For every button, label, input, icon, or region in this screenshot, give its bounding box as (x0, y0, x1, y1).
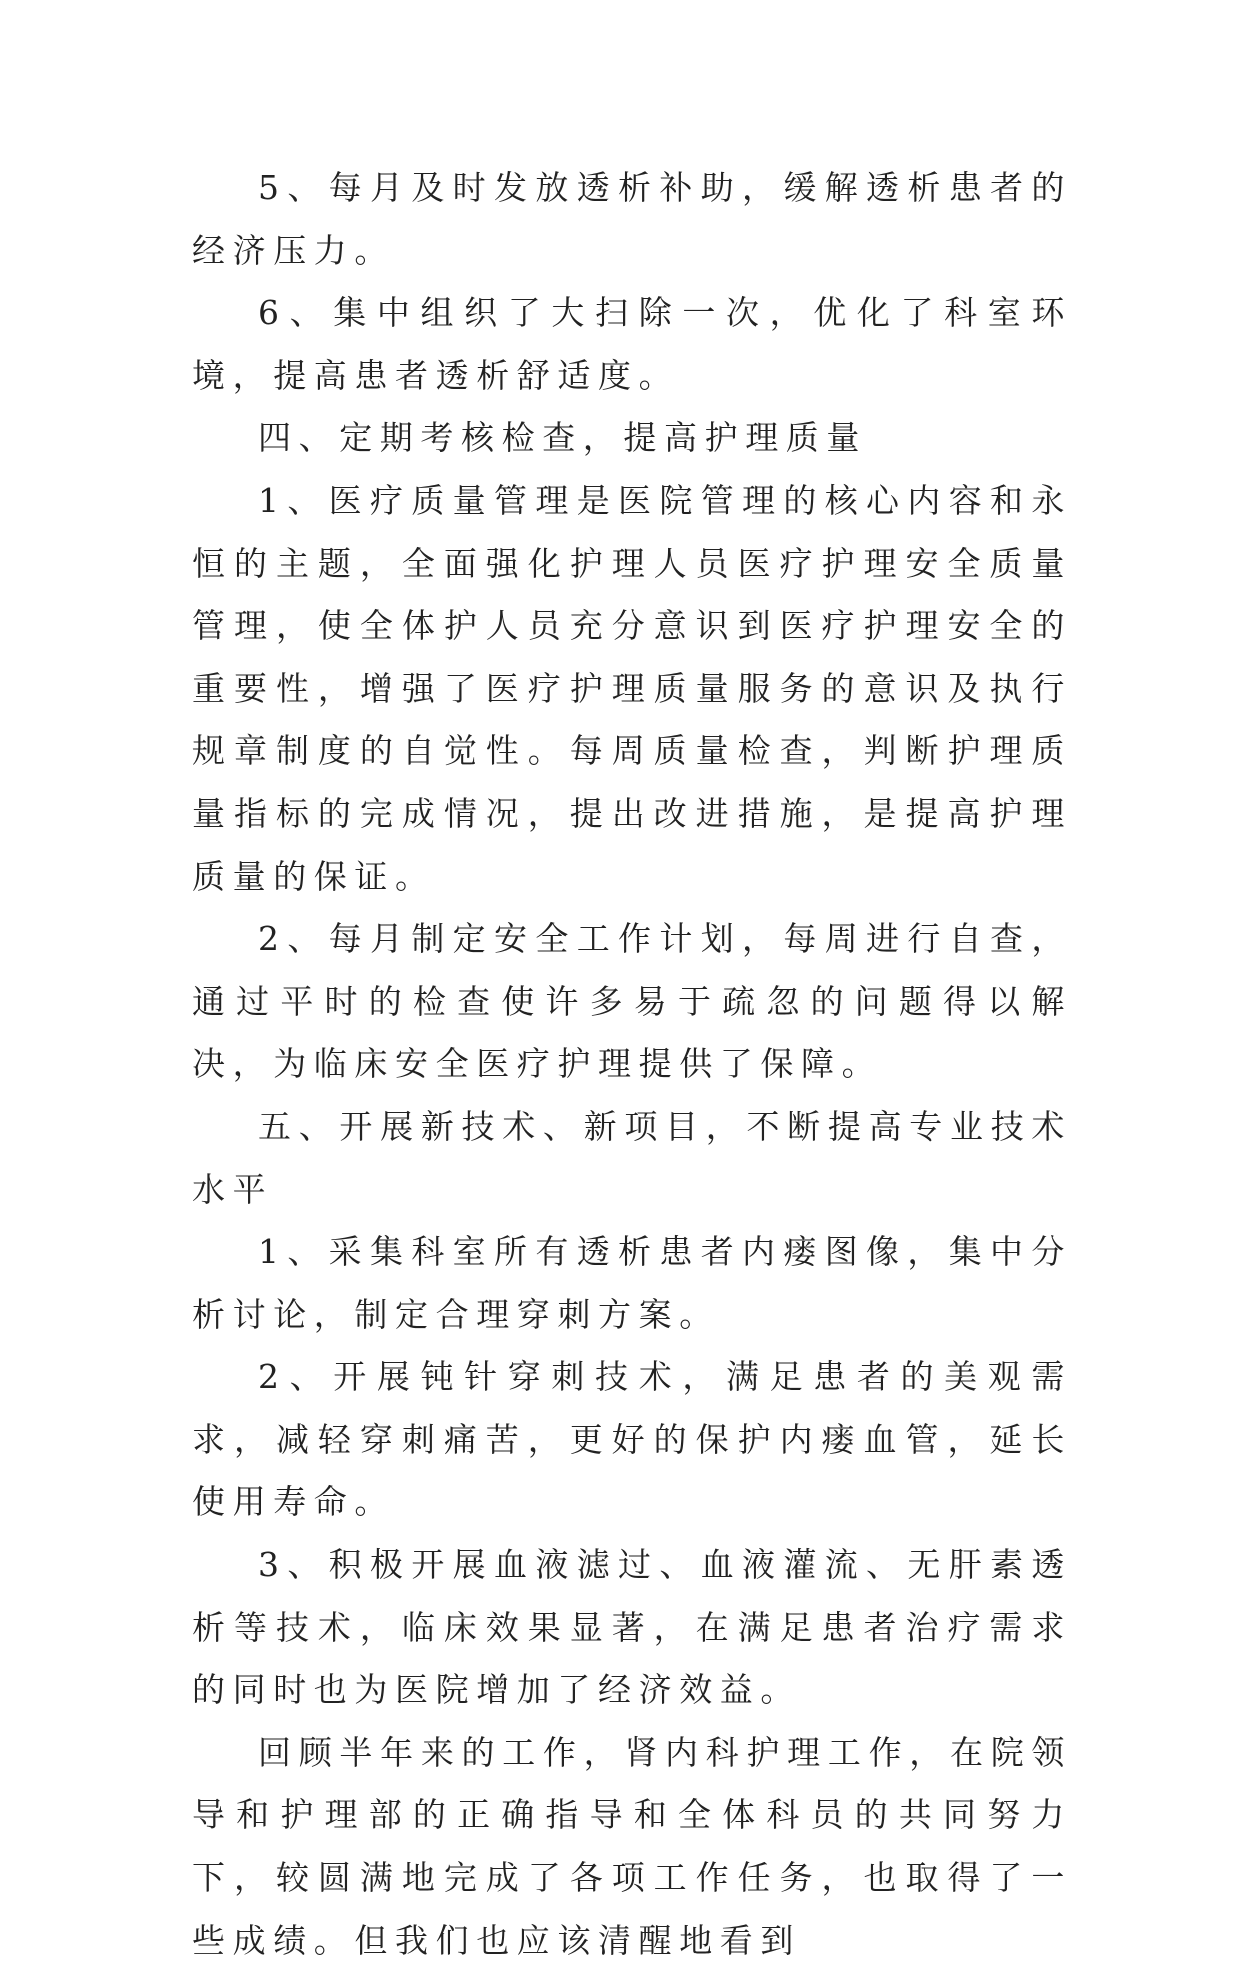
section-heading-new-techniques: 五、开展新技术、新项目，不断提高专业技术水平 (192, 1106, 1072, 1209)
paragraph-review: 回顾半年来的工作，肾内科护理工作，在院领导和护理部的正确指导和全体科员的共同努力下，较圆满地完成了各项工作任务，也取得了一些成绩。但我们也应该清醒地看到 (192, 1732, 1072, 1960)
document-body (192, 157, 1072, 1972)
paragraph-subsidy: 5、每月及时发放透析补助，缓解透析患者的经济压力。 (192, 168, 1072, 270)
paragraph-safety-plan: 2、每月制定安全工作计划，每周进行自查，通过平时的检查使许多易于疏忽的问题得以解决，为临床安全医疗护理提供了保障。 (192, 919, 1072, 1084)
paragraph-quality-management: 1、医疗质量管理是医院管理的核心内容和永恒的主题，全面强化护理人员医疗护理安全质量管理，使全体护人员充分意识到医疗护理安全的重要性，增强了医疗护理质量服务的意识及执行规章制度的自觉性。每周质量检查，判断护理质量指标的完成情况，提出改进措施，是提高护理质量的保证。 (192, 480, 1072, 896)
paragraph-blunt-needle: 2、开展钝针穿刺技术，满足患者的美观需求，减轻穿刺痛苦，更好的保护内瘘血管，延长使用寿命。 (192, 1357, 1072, 1522)
paragraph-fistula-images: 1、采集科室所有透析患者内瘘图像，集中分析讨论，制定合理穿刺方案。 (192, 1232, 1072, 1334)
section-heading-quality: 四、定期考核检查，提高护理质量 (258, 418, 867, 458)
paragraph-blood-filtration: 3、积极开展血液滤过、血液灌流、无肝素透析等技术，临床效果显著，在满足患者治疗需求的同时也为医院增加了经济效益。 (192, 1545, 1072, 1710)
paragraph-cleaning: 6、集中组织了大扫除一次，优化了科室环境，提高患者透析舒适度。 (192, 293, 1072, 395)
